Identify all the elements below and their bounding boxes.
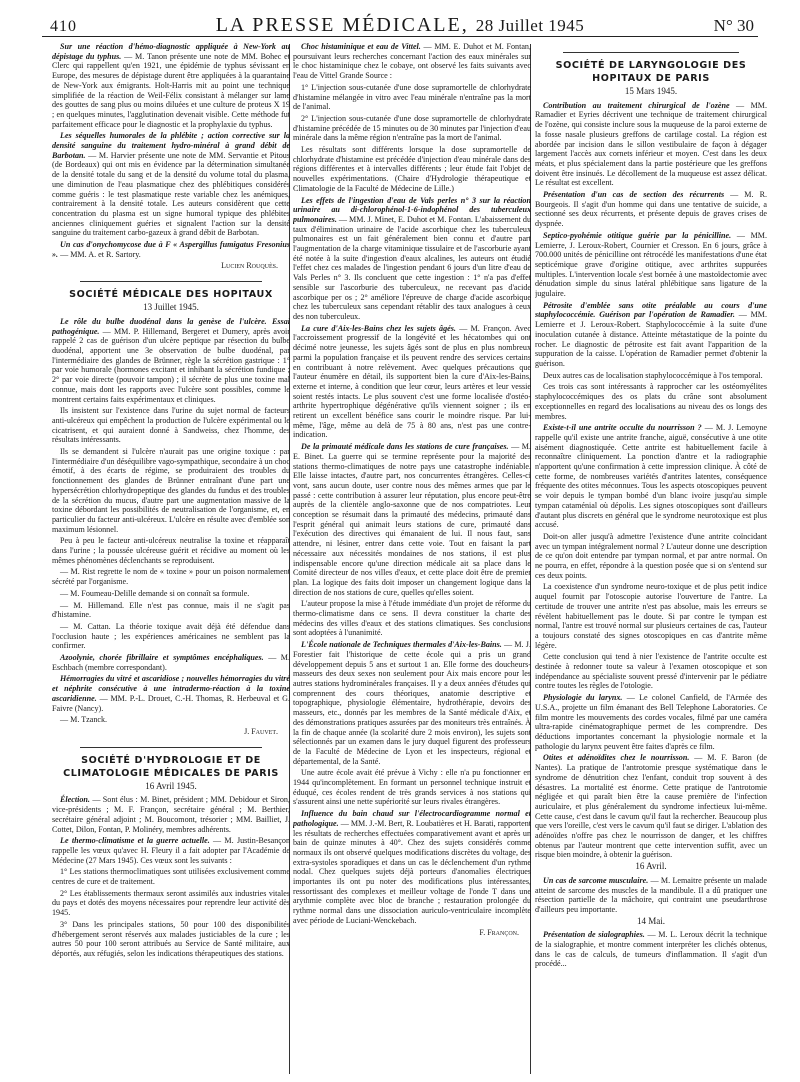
paragraph: Ils insistent sur l'existence dans l'urine du sujet normal de facteurs anti-ulcéreux qui empêchent la production de l'ulcère expérimental ou le cicatrisent, et qui auraient donné à Sandweiss, chez l'homme, des résultats intéressants.: [52, 406, 290, 445]
article: De la primauté médicale dans les stations de cure françaises. — M. E. Binet. La guerre qui se termine représente pour la majorité des stations thermo-climatiques de notre pays une catastrophe indéniable. Elle laisse intactes, d'autre part, nos concurrentes étrangères. Celles-ci vont, sans aucun doute, user contre nous des mêmes armes que par le passé : cette contribution à assurer leur réputation, plus encore peut-être auprès de la clientèle anglo-saxonne que de nos compatriotes. Leur conception se résumait dans la primauté des médecins, primauté dans l'esprit général qui animait leurs stations de cure, primauté dans l'exécution des directives qui émanaient de lui. Il nous faut, sans attendre, ni lésiner, entrer dans cette voie. Tout en faisant la part nécessaire aux nécessités mondaines de nos stations, il est plus indispensable encore qu'une direction médicale ait sa place dans le Comité directeur de nos villes d'eaux, et cette place doit être de premier plan. La logique des faits doit imposer un changement logique dans la direction de nos stations de cure, quelles qu'elles soient.: [293, 442, 531, 597]
section-date: 13 Juillet 1945.: [143, 302, 199, 313]
signature: F. Françon.: [479, 927, 519, 937]
paragraph: Ces trois cas sont intéressants à rapprocher car les ostéomyélites staphylococcémiques des os plats du crâne sont absolument exceptionnelles en regard des localisations au niveau des os longs des membres.: [535, 382, 767, 421]
paragraph: 1° Les stations thermoclimatiques sont utilisées exclusivement comme centres de cure et de traitement.: [52, 867, 290, 887]
article: Le thermo-climatisme et la guerre actuelle. — M. Justin-Besançon rappelle les vœux qu'avec H. Fleury il a fait adopter par l'Académie de Médecine (27 Mars 1945). Ces vœux sont les suivants :: [52, 836, 290, 865]
paragraph: Ils se demandent si l'ulcère n'aurait pas une origine toxique : par l'intermédiaire d'un déséquilibre vago-sympathique, secondaire à un choc émotif, à des écarts de régime, se produiraient des troubles du fonctionnement des glandes de Brünner entraînant d'une part une hypersécrétion chlorhydropeptique des glandes du fundus et des troubles de la sécrétion du mucus, d'autre part une augmentation massive de la toxine débordant les possibilités de neutralisation de l'organisme, et, en particulier du facteur anti-ulcéreux. L'ulcère en résulte avec d'emblée son maximum lésionnel.: [52, 447, 290, 534]
paragraph: La coexistence d'un syndrome neuro-toxique et de plus petit indice auquel fournit par l'otoscopie autorise l'ouverture de l'antre. La certitude de trouver une antrite n'est pas absolue, mais les erreurs se révèlent habituellement pas le doute. Si par contre le tympan est normal, l'antre est trouvé normal sur plusieurs certaines de cas, l'auteur a toujours constaté des signes otoscopiques en cas d'antrite même légère.: [535, 582, 767, 650]
article: Contribution au traitement chirurgical de l'ozène — MM. Ramadier et Eyries décrivent une technique de traitement chirurgical de l'ozène, qui consiste inclure sous la muqueuse de la paroi externe de la fosse nasale plusieurs greffons de cartilage costal. La région est abordée par incision dans le sillon vestibulaire de façon à dégager largement l'accès aux cornets inférieur et moyen. C'est dans les deux méats, et plus spécialement dans la partie postérieure que les greffons doivent être insinués. Le décollement de la muqueuse est assez délicat. Le résultat est excellent.: [535, 100, 767, 188]
section-title: SOCIÉTÉ DE LARYNGOLOGIE DES HOPITAUX DE PARIS: [555, 60, 747, 84]
signature: J. Fauvet.: [244, 727, 278, 736]
section-date: 14 Mai.: [637, 915, 665, 926]
section-divider: [563, 52, 739, 53]
article: Un cas de sarcome musculaire. — M. Lemaitre présente un malade atteint de sarcome des muscles de la mandibule. Il a dû pratiquer une résection partielle de la mâchoire, qui contraint une pseudarthrose d'ailleurs peu importante.: [535, 875, 767, 914]
journal-name: LA PRESSE MÉDICALE: [215, 14, 462, 36]
paragraph: — M. Rist regrette le nom de « toxine » pour un poison normalement sécrété par l'organisme.: [52, 567, 290, 587]
issue-date: 28 Juillet 1945: [475, 16, 585, 35]
column-1: [52, 42, 290, 1078]
paragraph: — M. Cattan. La théorie toxique avait déjà été défendue dans l'occlusion haute ; les expériences américaines ne semblent pas la confirmer.: [52, 621, 290, 651]
paragraph: L'auteur propose la mise à l'étude immédiate d'un projet de réforme du thermo-climatisme dans ce sens. Il devra constituer la charte des médecins des villes d'eaux et des stations climatiques. Ses conclusions sont adoptées à l'unanimité.: [293, 599, 531, 638]
article: Un cas d'onychomycose due à F « Aspergillus fumigatus Fresonius ». — MM. A. et R. Sartory.: [52, 240, 290, 259]
paragraph: — M. Hillemand. Elle n'est pas connue, mais il ne s'agit pas d'histamine.: [52, 600, 290, 620]
article: Influence du bain chaud sur l'électrocardiogramme normal et pathologique. — MM. J.-M. Bert, R. Loubatières et H. Barati, rapportent les résultats de recherches effectuées comparativement avant et après un bain de quinze minutes à 40°. Chez des sujets considérés comme normaux ils ont observé quelques modifications discrètes du voltage, des extra-systoles sporadiques et dans un cas le déclenchement d'un rythme nodal. Chez quelques sujets déjà porteurs d'anomalies électriques importantes ils ont pu noter des modifications plus intéressantes, ressortissant des complexes et meilleur voltage de l'onde T dans une arythmie complète avec bloc de branche ; restauration prolongée du rythme normal dans une dissociation auriculo-ventriculaire incomplète avec période de Luciani-Wenckebach.: [293, 809, 531, 925]
paragraph: Cette conclusion qui tend à nier l'existence de l'antrite occulte est destinée à redonner toute sa valeur à l'examen otoscopique et son indépendance au spécialiste souvent pressé d'intervenir par le pédiatre contre toutes les règles de l'otologie.: [535, 652, 767, 691]
section-title: SOCIÉTÉ D'HYDROLOGIE ET DE CLIMATOLOGIE MÉDICALES DE PARIS: [63, 754, 279, 779]
article: Présentation d'un cas de section des récurrents — M. R. Bourgeois. Il s'agit d'un homme qui dans une tentative de suicide, a sectionné ses deux récurrents, et présente depuis de graves crises de dyspnée.: [535, 190, 767, 229]
paragraph: 2° Les établissements thermaux seront assimilés aux industries vitales du pays et dotés des moyens nécessaires pour reprendre leur activité dès 1945.: [52, 888, 290, 918]
article: Hémorragies du vitré et ascaridiose ; nouvelles hémorragies du vitré et néphrite consécutive à une intradermo-réaction à la toxine ascaridienne. — MM. P.-L. Drouet, C.-H. Thomas, R. Herbeuval et G. Faivre (Nancy).: [52, 674, 290, 713]
article: Les effets de l'ingestion d'eau de Vals perles n° 3 sur la réaction urinaire au di-chlorophénol-1-6-indophénol des tuberculeux pulmonaires. — MM. J. Minet, E. Duhot et M. Fontan. L'abaissement du taux d'élimination urinaire de l'acide ascorbique chez les tuberculeux pulmonaires est un fait généralement bien connu et d'autre part l'augmentation de la charge vitaminique tissulaire et de l'ascorburie ayant été notée à la suite d'ingestion d'eaux alcalines, les auteurs ont étudié l'effet chez ces malades de l'ingestion pendant 6 jours d'un litre d'eau de Vals Perles n° 3. Ils concluent que cette ingestion : 1° n'a pas d'effet sensible sur l'ascorburie des tuberculeux, ne recevant pas d'acide ascorbique per os ; 2° améliore l'épreuve de charge d'acide ascorbique chez les tuberculeux sans cependant rétablir des taux analogues à ceux des non tuberculeux.: [293, 195, 531, 321]
paragraph: Peu à peu le facteur anti-ulcéreux neutralise la toxine et réapparaît dans l'urine ; la poussée ulcéreuse guérit et récidive au moment où les mêmes phénomènes déclenchants se reproduisent.: [52, 536, 290, 565]
section-date: 16 Avril 1945.: [145, 780, 197, 791]
article: Le rôle du bulbe duodénal dans la genèse de l'ulcère. Essai pathogénique. — MM. P. Hillemand, Bergeret et Dumery, après avoir rappelé 2 cas de guérison d'un ulcère peptique par résection du bulbe duodénal, apportent une 3e observation de bulbe duodénal, par l'intermédiaire des glandes de Brünner, règle la sécrétion gastrique : 1° par voie humorale (hormones excitant et inhibant la sécrétion fundique ; 2° par voie directe (pouvoir tampon) ; il sécrète de plus une toxine mal connue, mais dont les rapports avec l'ulcère sont possibles, comme le montrent certains faits expérimentaux et cliniques.: [52, 316, 290, 404]
article: Physiologie du larynx. — Le colonel Canfield, de l'Armée des U.S.A., projette un film émanant des Bell Telephone Laboratories. Ce film montre les mouvements des cordes vocales, filmé par une caméra ultra-rapide cinématographique permet de les comprendre. Des déductions importantes concernant la physiologie normale et la pathologie du larynx peuvent être faites d'après ce film.: [535, 693, 767, 751]
paragraph: Les résultats sont différents lorsque la dose supramortelle de chlorhydrate d'histamine est précédée d'injection d'eau minérale dans des régions différentes et à intervalles différents ; leur étude fait l'objet de nouvelles expérimentations. (Chaire d'Hydrologie thérapeutique et Climatologie de la Faculté de Médecine de Lille.): [293, 145, 531, 193]
article: La cure d'Aix-les-Bains chez les sujets âgés. — M. Françon. Avec l'accroissement progressif de la longévité et les hécatombes qui ont décimé notre jeunesse, les sujets âgés sont de plus en plus nombreux parmi la population française et ils peuvent rendre des services certains en contribuant à notre relèvement. Avec quelques précautions que l'auteur énumère en détail, ils supportent bien la cure d'Aix-les-Bains, externe et interne, à condition que leur cœur, leurs artères et leur vessie soient restés intacts. Le plus souvent c'est une forme localisée d'ostéo-arthrite hypertrophique dégénérative qu'ils viennent soigner ; ils en retirent un excellent bénéfice sans courir le moindre risque. Par lui-même, l'âge, même au delà de 75 à 80 ans, n'est pas une contre-indication.: [293, 323, 531, 440]
article: Existe-t-il une antrite occulte du nourrisson ? — M. J. Lemoyne rappelle qu'il existe une antrite franche, aiguë, consécutive à une otite aisément diagnostiquée. Cette antrite est habituellement facile à reconnaître cliniquement. La ponction d'antre et la radiographie n'apportent qu'une confirmation à cette impression clinique. À côté de cette forme, de nombreuses variétés d'antrites latentes, conséquence fréquente des otites méconnues. Tous les aspects otoscopiques peuvent se voir depuis le tympan bombé d'un blanc ivoire jusqu'au simple tympan cataménial où dépolis. Les signes otoscopiques sont d'ailleurs d'autant plus discrets en général que le syndrome neurotoxique est plus accusé.: [535, 423, 767, 530]
paragraph: Deux autres cas de localisation staphylococcémique à l'os temporal.: [543, 370, 763, 380]
article: Présentation de sialographies. — M. L. Leroux décrit la technique de la sialographie, et montre comment interpréter les clichés obtenus, dans le cas de calculs, de tumeurs d'inflammation. Il s'agit d'un procédé...: [535, 930, 767, 969]
section-divider: [80, 281, 262, 282]
paragraph: Doit-on aller jusqu'à admettre l'existence d'une antrite coïncidant avec un tympan intégralement normal ? L'auteur donne une description de ce qu'on doit entendre par tympan normal, et par antre normal. On ne pourra, en effet, répondre à la question posée que si on s'entend sur ces deux points.: [535, 531, 767, 580]
section-date: 16 Avril.: [635, 861, 667, 872]
section-title: SOCIÉTÉ MÉDICALE DES HOPITAUX: [69, 289, 273, 301]
article: Azoolynie, chorée fibrillaire et symptômes encéphaliques. — M. Eschbach (membre correspondant).: [52, 653, 290, 672]
article: Sur une réaction d'hémo-diagnostic appliquée à New-York au dépistage du typhus. — M. Tanon présente une note de MM. Bohec et Clerc qui rappellent qu'en 1921, une épidémie de typhus sévissant en Europe, des mesures de dépistage durent être appliquées à la quarantaine de New-York aux émigrants. Holt-Harris mit au point une technique simplifiée de la réaction de Weil-Félix consistant à mélanger sur lame des gouttes de sang plus ou moins diluées et une culture de proteus X 19 ; en quelques minutes, l'agglutination devenait visible. Cette méthode fut parfaitement efficace pour le diagnostic et la prophylaxie du typhus.: [52, 42, 290, 129]
signature: Lucien Rouquès.: [221, 261, 278, 271]
paragraph: 1° L'injection sous-cutanée d'une dose supramortelle de chlorhydrate d'histamine mélangée in vitro avec l'eau minérale n'entraîne pas la mort de l'animal.: [293, 82, 531, 112]
journal-title: LA PRESSE MÉDICALE, 28 Juillet 1945: [215, 14, 585, 36]
section-date: 15 Mars 1945.: [624, 86, 678, 96]
paragraph: — M. Tzanck.: [60, 715, 108, 725]
page-header: [42, 10, 758, 37]
paragraph: 2° L'injection sous-cutanée d'une dose supramortelle de chlorhydrate d'histamine précédée de 15 minutes ou de 30 minutes par l'injection d'eau minérale dans la même région n'entraîne pas la mort de l'animal.: [293, 113, 531, 143]
paragraph: 3° Dans les principales stations, 50 pour 100 des disponibilités d'hébergement seront réservés aux malades justiciables de la cure ; les autres 50 pour 100 seront attribués au Service de Santé militaire, aux déportés, aux réfugiés, selon les indications thérapeutiques des stations.: [52, 919, 290, 958]
column-2: [293, 42, 531, 1078]
article: L'École nationale de Techniques thermales d'Aix-les-Bains. — M. J. Forestier fait l'historique de cette école qui a pris un grand développement depuis 5 ans et surtout 1 an. Elle forme des doucheurs-masseurs des deux sexes non seulement pour Aix mais encore pour les autres stations hydrominérales françaises. Il y a deux années d'études qui comprennent des cours théoriques, anatomie descriptive et topographique, physiologie élémentaire, hydrothérapie, devoirs des masseurs, etc., donnés par les membres de la Santé médicale d'Aix, et des démonstrations pratiques assurées par des moniteurs très entraînés. À la fin de chaque année (la scolarité dure 2 mois environ), les sujets sont sélectionnés par un examen dans le jury duquel figurent des professeurs de la Faculté de Médecine de Lyon et les inspecteurs, régional et départemental, de la Santé.: [293, 640, 531, 766]
article: Choc histaminique et eau de Vittel. — MM. E. Duhot et M. Fontan, poursuivant leurs recherches concernant l'action des eaux minérales sur le choc histaminique chez le cobaye, ont observé les faits suivants avec l'eau de Vittel Grande Source :: [293, 42, 531, 81]
article: Pétrosite d'emblée sans otite préalable au cours d'une staphylococcémie. Guérison par l'opération de Ramadier. — MM. Lemierre et J. Leroux-Robert. Staphylococcémie à la suite d'une inoculation cutanée à distance. Atteinte métastatique de la pointe du rocher. Le diagnostic de pétrosite est fait avant l'apparition de la suppuration de la caisse. L'opération de Ramadier permet d'obtenir la guérison.: [535, 300, 767, 368]
article: Septico-pyohémie otitique guérie par la pénicilline. — MM. Lemierre, J. Leroux-Robert, Cournier et Cresson. En 6 jours, grâce à 700.000 unités de pénicilline ont rétrocédé les manifestations d'une état septicémique grave d'origine otitique, avec arthrites suppurées multiples. L'intervention locale s'est bornée à une mastoïdectomie avec dénudation simple du sinus latéral phlébitique sans ligature de la jugulaire.: [535, 230, 767, 299]
article: Otites et adénoïdites chez le nourrisson. — M. F. Baron (de Nantes). La pratique de l'antrotomie presque systématique dans le syndrome de dénutrition chez l'enfant, conduit trop souvent à des désastres. La mortalité est énorme. Cette pratique de l'antrotomie négligée et qui paraît bien être la cause première de l'infection auriculaire, et plus généralement du syndrome infectieux lui-même. Cette cause, c'est dans le cavum qu'il faut la rechercher. Beaucoup plus que vers l'oreille, c'est vers le cavum qu'il faut se diriger. L'ablation des adénoïdes n'offre pas chez le nourrisson de danger, et les chiffres obtenus par l'auteur montrent que cette intervention suffit, avec un risque bien moindre, à obtenir la guérison.: [535, 753, 767, 860]
paragraph: — M. Foumeau-Delille demande si on connaît sa formule.: [60, 588, 250, 598]
article: Élection. — Sont élus : M. Binet, président ; MM. Debidour et Siron, vice-présidents ; M. F. Françon, secrétaire général ; M. Berthier, secrétaire général adjoint ; M. Boucomont, trésorier ; MM. Bailliet, J. Cottet, Dilon, Fontan, P. Molinéry, membres adhérents.: [52, 795, 290, 834]
section-divider: [80, 747, 262, 748]
column-3: [535, 42, 767, 1078]
article: Les séquelles humorales de la phlébite ; action corrective sur la densité sanguine du traitement hydro-minéral à grand débit de Barbotan. — M. Harvier présente une note de MM. Servantie et Pitous (de Bordeaux) qui ont mis en évidence par la détermination simultanée de la densité totale du sang et de la densité du volume total du plasma, une diminution de l'eau plasmatique chez des phlébitiques considérés comme guéris : le test plasmatique reste variable chez les anémiques, contrairement à la densité totale. Les auteurs considèrent que cette concentration du plasma est un signe humoral typique des phlébites anciennes cliniquement guéries et signalent l'action sur la densité sanguine du traitement carbo-gazeux à grand débit de Barbotan.: [52, 131, 290, 238]
page-number: 410: [50, 18, 77, 35]
paragraph: Une autre école avait été prévue à Vichy : elle n'a pu fonctionner en 1944 qu'incomplètement. En formant un personnel technique instruit et éduqué, ces écoles rendent de très grands services à nos stations qui s'assurent ainsi une nette supériorité sur leurs rivales étrangères.: [293, 768, 531, 807]
issue-number: N° 30: [713, 16, 754, 35]
